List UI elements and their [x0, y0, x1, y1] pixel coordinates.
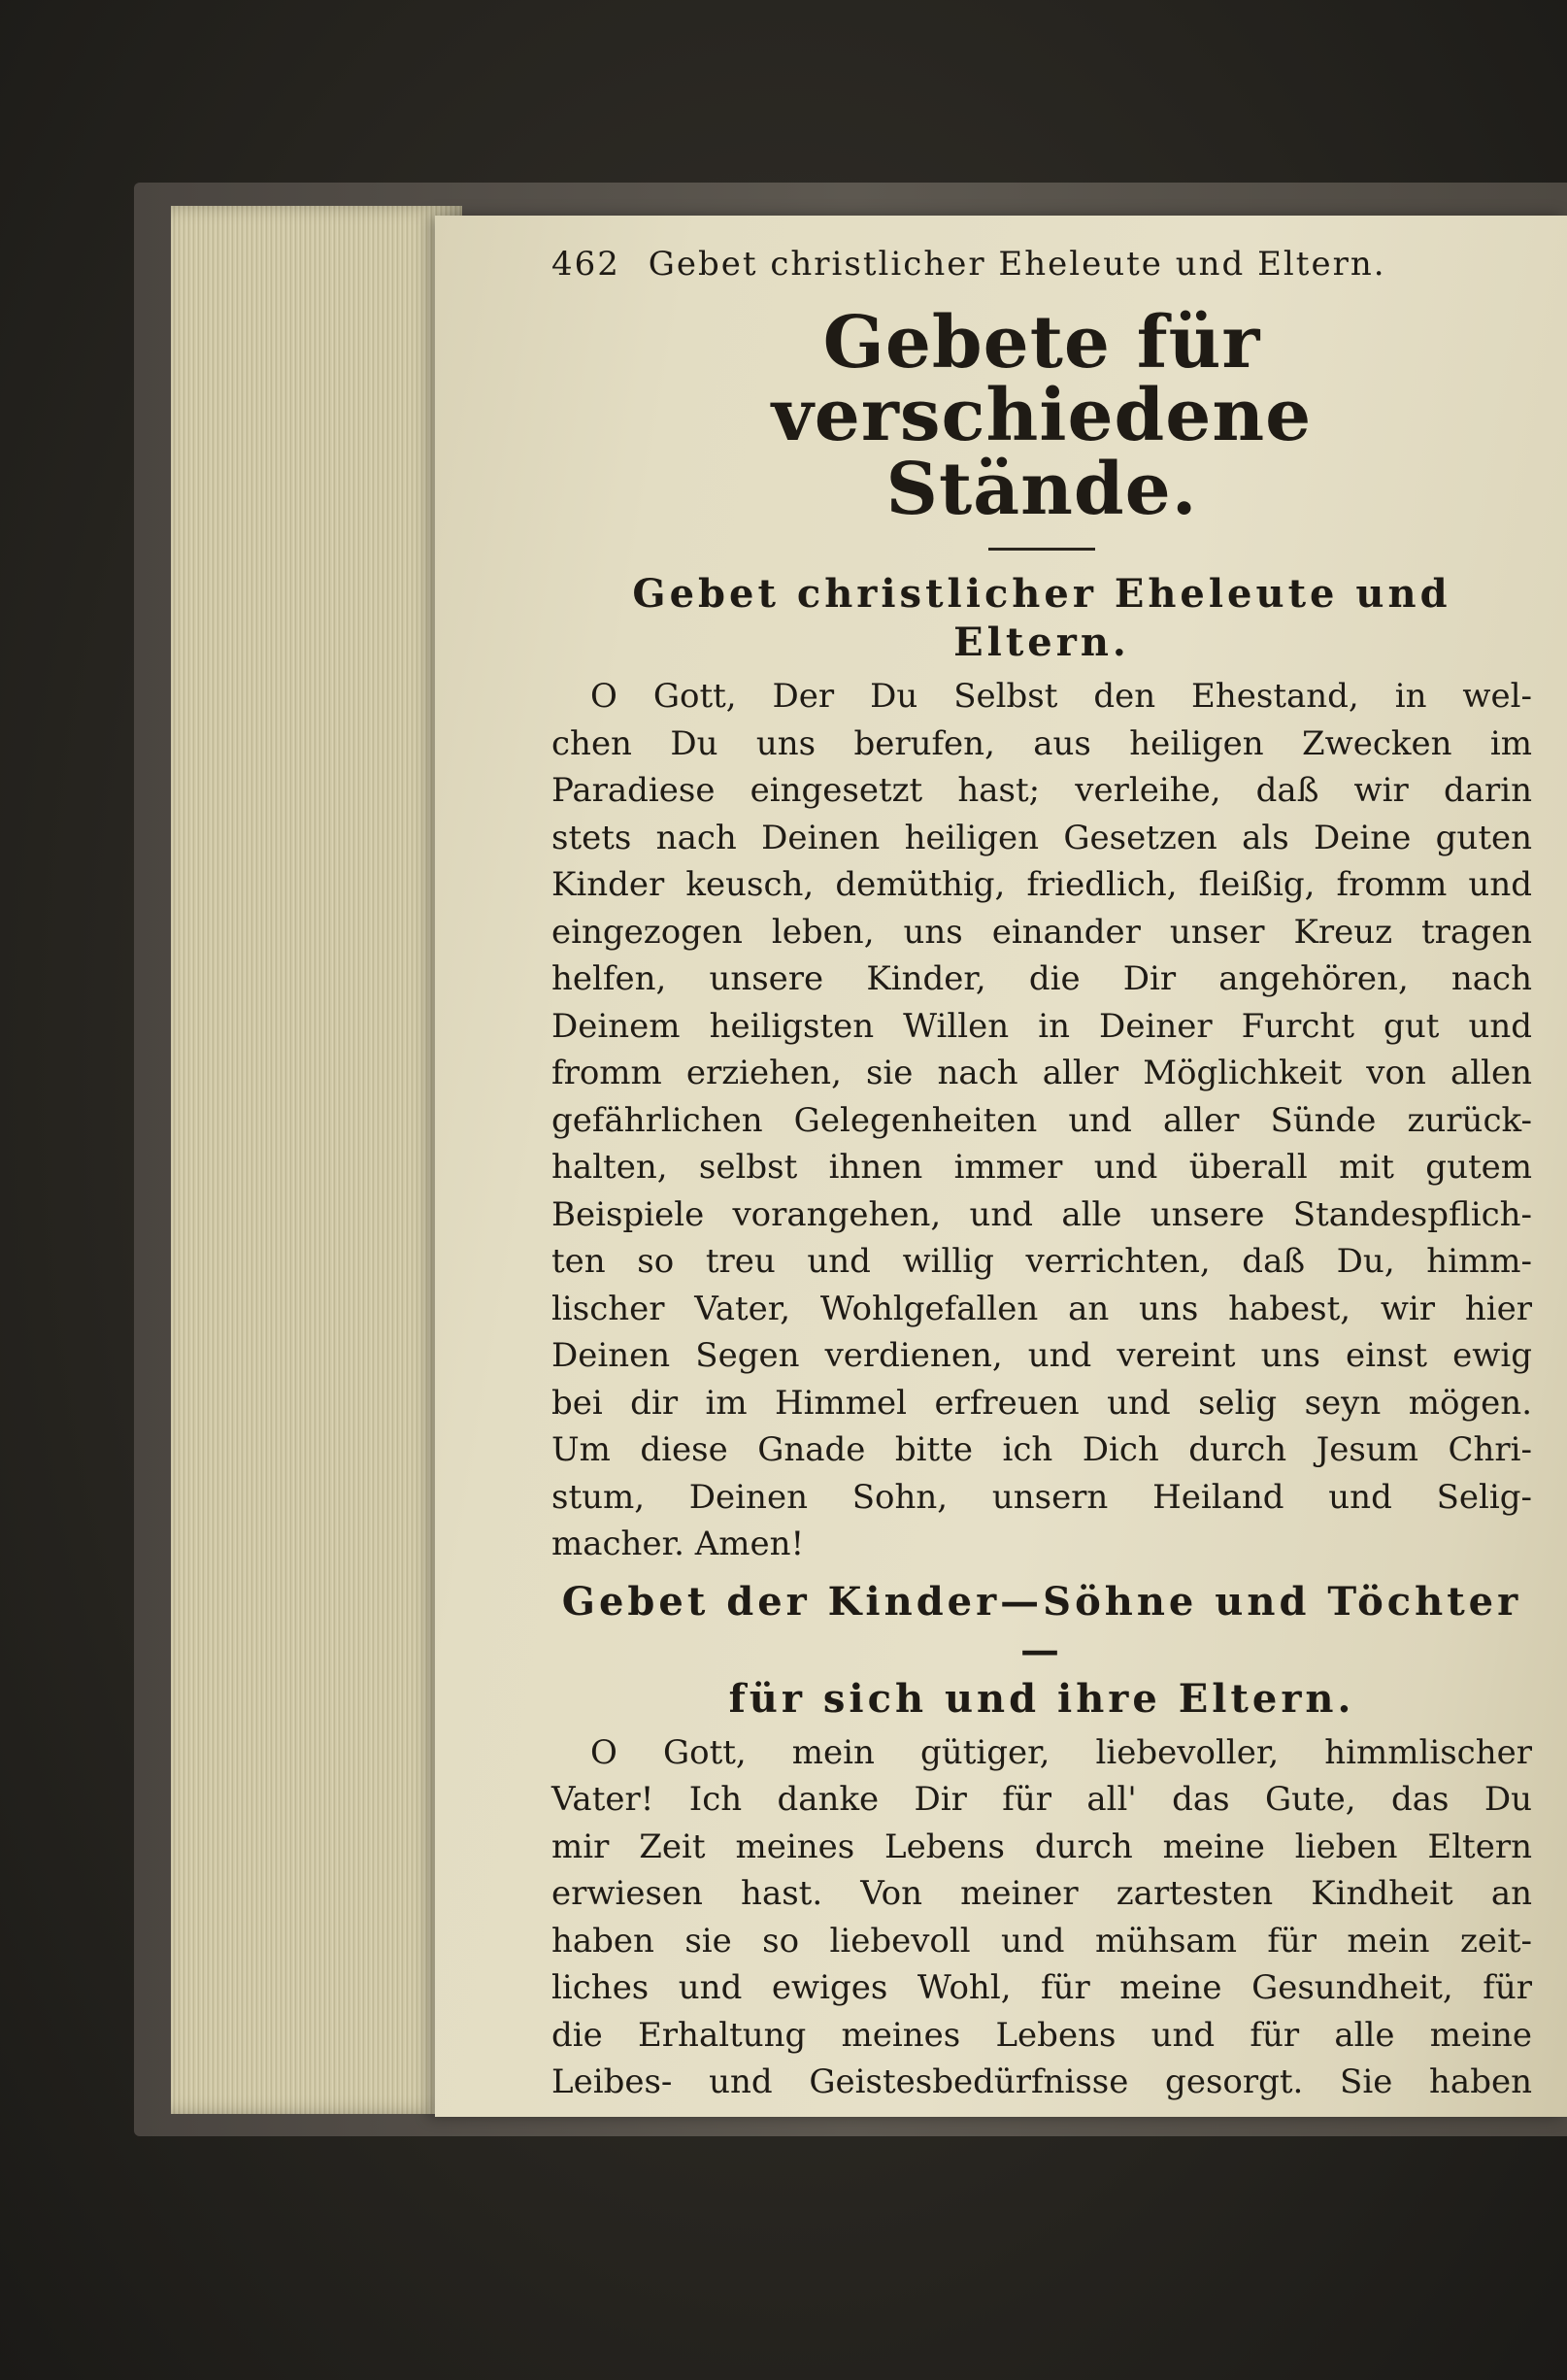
prayer-section — [551, 1578, 1532, 2106]
text-line: fromm erziehen, sie nach aller Möglichkeit von allen — [551, 1054, 1532, 1093]
page-number: 462 — [551, 245, 620, 284]
text-line: Um diese Gnade bitte ich Dich durch Jesum Chri- — [551, 1430, 1532, 1470]
text-line: Paradiese eingesetzt hast; verleihe, daß wir darin — [551, 771, 1532, 811]
text-line: haben sie so liebevoll und mühsam für mein zeit- — [551, 1921, 1532, 1961]
prayer-heading-line: Gebet der Kinder—Söhne und Töchter— — [561, 1578, 1522, 1673]
book-page — [435, 216, 1567, 2117]
prayer-text — [551, 673, 1532, 1568]
text-line: Deinem heiligsten Willen in Deiner Furcht gut und — [551, 1006, 1532, 1046]
text-line: Vater! Ich danke Dir für all' das Gute, das Du — [551, 1780, 1532, 1820]
chapter-title-line-1: Gebete für verschiedene — [771, 301, 1313, 458]
page-edges — [171, 206, 462, 2114]
prayer-text — [551, 1729, 1532, 2106]
running-head — [551, 245, 1532, 284]
prayer-section — [551, 570, 1532, 1568]
text-line: lischer Vater, Wohlgefallen an uns habest, wir hier — [551, 1289, 1532, 1328]
text-line: chen Du uns berufen, aus heiligen Zwecken im — [551, 723, 1532, 763]
text-line: macher. Amen! — [551, 1525, 805, 1564]
text-line: die Erhaltung meines Lebens und für alle meine — [551, 2015, 1532, 2055]
text-line: Kinder keusch, demüthig, friedlich, fleißig, fromm und — [551, 865, 1532, 905]
title-rule — [988, 548, 1095, 551]
text-line: Beispiele vorangehen, und alle unsere Standespflich- — [551, 1194, 1532, 1234]
text-line: stum, Deinen Sohn, unsern Heiland und Selig- — [551, 1477, 1532, 1517]
prayer-sections — [551, 570, 1532, 2106]
running-head-title: Gebet christlicher Eheleute und Eltern. — [648, 245, 1386, 284]
text-line: Deinen Segen verdienen, und vereint uns einst ewig — [551, 1336, 1532, 1376]
chapter-title-line-2: Stände. — [885, 447, 1198, 531]
text-line: helfen, unsere Kinder, die Dir angehören, nach — [551, 959, 1532, 999]
text-line: O Gott, mein gütiger, liebevoller, himmlischer — [590, 1732, 1532, 1772]
prayer-heading-line: für sich und ihre Eltern. — [728, 1675, 1355, 1722]
text-line: ten so treu und willig verrichten, daß Du, himm- — [551, 1242, 1532, 1282]
text-line: liches und ewiges Wohl, für meine Gesundheit, für — [551, 1968, 1532, 2008]
prayer-heading — [551, 1578, 1532, 1724]
text-line: halten, selbst ihnen immer und überall mit gutem — [551, 1148, 1532, 1188]
page-text — [551, 245, 1532, 2114]
text-line: stets nach Deinen heiligen Gesetzen als Deine guten — [551, 818, 1532, 857]
chapter-title — [551, 301, 1532, 531]
text-line: bei dir im Himmel erfreuen und selig seyn mögen. — [551, 1383, 1532, 1423]
text-line: gefährlichen Gelegenheiten und aller Sünde zurück- — [551, 1100, 1532, 1140]
text-line: erwiesen hast. Von meiner zartesten Kindheit an — [551, 1874, 1532, 1914]
text-line: eingezogen leben, uns einander unser Kreuz tragen — [551, 912, 1532, 952]
prayer-heading-line: Gebet christlicher Eheleute und Eltern. — [632, 571, 1451, 666]
text-line: Leibes- und Geistesbedürfnisse gesorgt. Sie haben — [551, 2062, 1532, 2102]
prayer-heading — [551, 570, 1532, 667]
text-line: O Gott, Der Du Selbst den Ehestand, in wel- — [590, 677, 1532, 717]
text-line: mir Zeit meines Lebens durch meine lieben Eltern — [551, 1827, 1532, 1866]
